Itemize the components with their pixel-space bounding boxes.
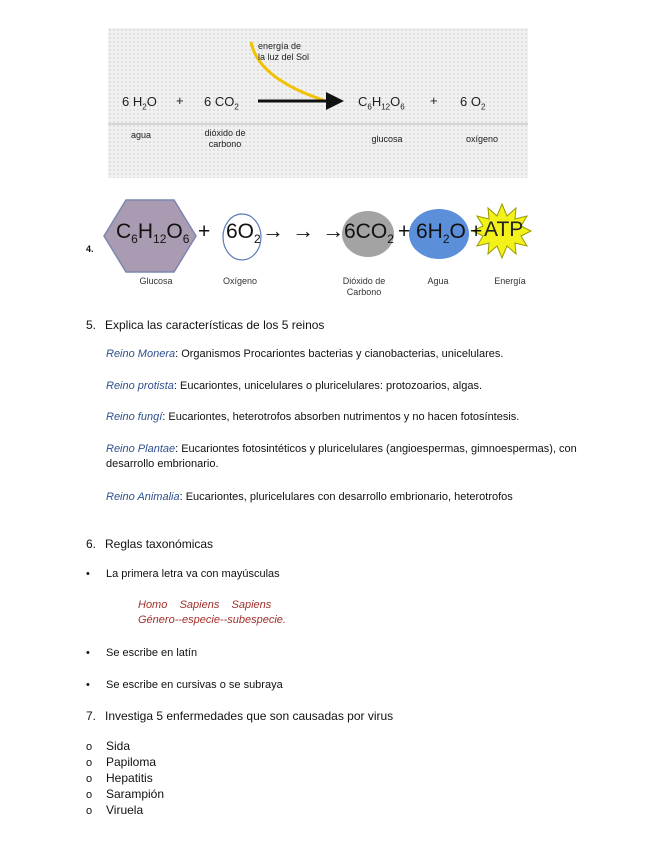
product-oxygen-coef: 6 O — [460, 94, 481, 109]
item-number-4: 4. — [86, 244, 94, 254]
reactant-co2 — [204, 94, 239, 112]
h2o-sub: 2 — [442, 232, 450, 247]
water-formula — [416, 220, 466, 246]
reactant-co2-sub: 2 — [234, 102, 239, 112]
reactant-water-coef: 6 H — [122, 94, 143, 109]
virus-disease-sarampion: Sarampión — [106, 787, 165, 801]
g-h-sub: 12 — [153, 232, 167, 247]
virus-disease-sida: Sida — [106, 739, 131, 753]
label-oxigeno: oxígeno — [465, 134, 499, 144]
virus-disease-papiloma: Papiloma — [106, 755, 157, 769]
atp-label: ATP — [484, 218, 524, 241]
reino-protista — [106, 379, 626, 394]
reino-fungi-text: : Eucariontes, heterotrofos absorben nutrimentos y no hacen fotosíntesis. — [162, 411, 520, 423]
label-glucosa: glucosa — [371, 134, 403, 144]
plus-sign-1: + — [176, 93, 184, 108]
reino-protista-text: : Eucariontes, unicelulares o pluricelulares: protozoarios, algas. — [173, 380, 483, 392]
label-oxigeno-2: Oxígeno — [222, 276, 258, 286]
q6-title: Reglas taxonómicas — [105, 537, 214, 551]
virus-disease-viruela: Viruela — [106, 803, 144, 817]
label-agua-2: Agua — [427, 276, 449, 286]
rule-1 — [86, 568, 280, 580]
reino-plantae-name: Reino Plantae — [106, 443, 176, 455]
photosynthesis-equation-figure — [108, 28, 528, 178]
glucose-o: O — [390, 94, 401, 109]
reaction-arrows: → → → — [262, 218, 346, 243]
rule-3 — [86, 679, 283, 691]
glucose-formula — [116, 220, 189, 246]
reino-plantae — [106, 442, 626, 472]
bullet: • — [86, 647, 90, 659]
glucose-h-sub: 12 — [381, 102, 391, 112]
reino-animalia — [106, 490, 626, 505]
glucose-c-sub: 6 — [367, 102, 372, 112]
q7-title: Investiga 5 enfermedades que son causadas por virus — [105, 709, 394, 723]
reino-fungi — [106, 410, 626, 425]
reactant-water-tail: O — [146, 94, 157, 109]
taxonomy-example-line2: Género--especie--subespecie. — [138, 614, 286, 626]
question-7-heading — [86, 709, 393, 723]
product-oxygen-sub: 2 — [480, 102, 486, 112]
glucose-c: C — [358, 94, 368, 109]
h2o-coef: 6H — [416, 220, 443, 243]
o2-sub: 2 — [254, 232, 261, 247]
product-oxygen — [460, 94, 485, 112]
reino-animalia-text: : Eucariontes, pluricelulares con desarrollo embrionario, heterotrofos — [179, 491, 513, 503]
label-co2-2-line2: Carbono — [346, 287, 382, 297]
label-energia: Energía — [494, 276, 526, 286]
reaction-arrow-head — [326, 92, 344, 110]
o2-coef: 6O — [226, 220, 255, 243]
circle-bullet: o — [86, 741, 93, 753]
label-co2-line1: dióxido de — [204, 128, 246, 138]
g-o-sub: 6 — [182, 232, 190, 247]
g-c: C — [116, 220, 132, 243]
label-co2-2 — [334, 276, 394, 298]
rule-2-text: Se escribe en latín — [106, 647, 198, 659]
reino-fungi-name: Reino fungí — [106, 411, 163, 423]
reino-animalia-name: Reino Animalia — [106, 491, 180, 503]
reino-monera-text: : Organismos Procariontes bacterias y cianobacterias, unicelulares. — [175, 348, 504, 360]
reactant-water-sub: 2 — [142, 102, 147, 112]
respiration-shapes — [86, 194, 546, 306]
label-agua: agua — [130, 130, 152, 140]
list-item — [86, 770, 153, 787]
h2o-tail: O — [449, 220, 466, 243]
plus-sign-2: + — [430, 93, 438, 108]
reactant-co2-coef: 6 CO — [204, 94, 235, 109]
q5-title: Explica las características de los 5 reinos — [105, 318, 325, 332]
list-item — [86, 738, 130, 755]
energy-label — [258, 41, 328, 63]
co2-sub: 2 — [387, 232, 394, 247]
fig2-plus-3: + — [470, 220, 483, 243]
product-glucose — [358, 94, 405, 112]
q6-number: 6. — [86, 537, 97, 551]
g-c-sub: 6 — [131, 232, 138, 247]
fig2-plus-2: + — [398, 220, 411, 243]
list-item — [86, 802, 143, 819]
rule-3-text: Se escribe en cursivas o se subraya — [106, 679, 283, 691]
reino-protista-name: Reino protista — [106, 380, 174, 392]
list-item — [86, 754, 156, 771]
fig2-plus-1: + — [198, 220, 211, 243]
oxygen-formula — [226, 220, 261, 246]
label-co2-2-line1: Dióxido de — [342, 276, 386, 286]
energy-label-line2: la luz del Sol — [258, 52, 310, 62]
circle-bullet: o — [86, 805, 93, 817]
list-item — [86, 786, 164, 803]
taxonomy-example-line1: Homo Sapiens Sapiens — [138, 599, 272, 611]
bullet: • — [86, 679, 90, 691]
rule-2 — [86, 647, 197, 659]
rule-1-text: La primera letra va con mayúsculas — [106, 568, 280, 580]
glucose-h: H — [371, 94, 382, 109]
question-5-heading — [86, 318, 324, 332]
reino-monera-name: Reino Monera — [106, 348, 176, 360]
virus-disease-hepatitis: Hepatitis — [106, 771, 153, 785]
bullet: • — [86, 568, 90, 580]
circle-bullet: o — [86, 773, 93, 785]
respiration-equation-figure — [86, 194, 546, 306]
co2-coef: 6CO — [344, 220, 388, 243]
energy-label-line1: energía de — [258, 41, 302, 51]
reactant-water — [122, 94, 157, 112]
q5-number: 5. — [86, 318, 97, 332]
reino-plantae-text: : Eucariontes fotosintéticos y pluricelulares (angioespermas, gimnoespermas), con desarrollo embrionario. — [106, 443, 577, 470]
question-6-heading — [86, 537, 213, 551]
g-h: H — [137, 220, 154, 243]
circle-bullet: o — [86, 757, 93, 769]
g-o: O — [166, 220, 183, 243]
circle-bullet: o — [86, 789, 93, 801]
label-co2 — [192, 128, 258, 150]
reino-monera — [106, 347, 626, 362]
q7-number: 7. — [86, 709, 97, 723]
glucose-o-sub: 6 — [400, 102, 405, 112]
co2-formula — [344, 220, 394, 246]
label-glucosa-2: Glucosa — [139, 276, 173, 286]
label-co2-line2: carbono — [208, 139, 242, 149]
